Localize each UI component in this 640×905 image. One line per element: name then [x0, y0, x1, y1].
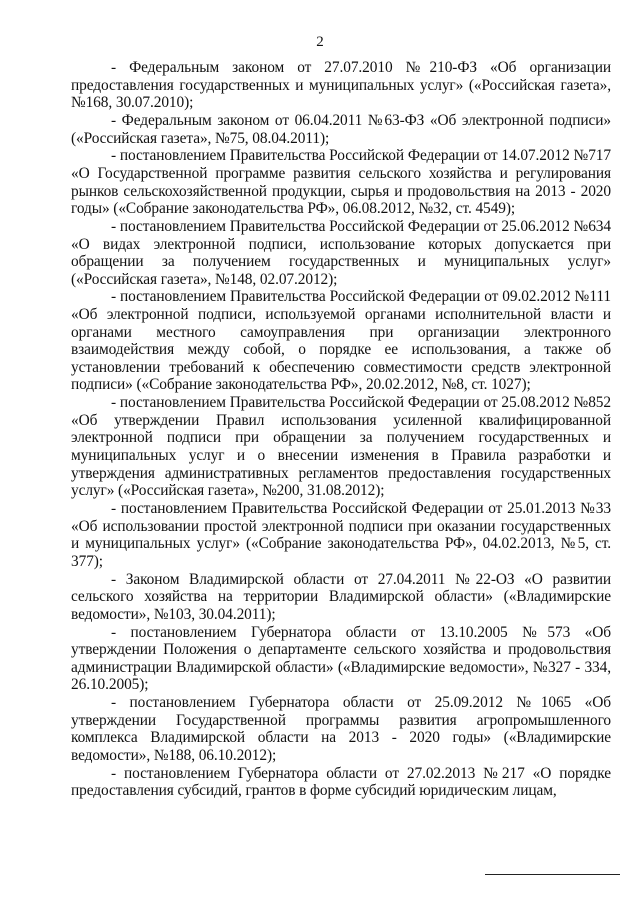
list-item: - постановлением Правительства Российской Федерации от 25.08.2012 №852 «Об утверждении Правил использования усиленной квалифицированной электронной подписи при обращении за получением государственных и муниципальных услуг и о внесении изменения в Правила разработки и утверждения административных регламентов предоставления государственных услуг» («Российская газета», №200, 31.08.2012); — [71, 394, 611, 500]
list-item: - Законом Владимирской области от 27.04.2011 №22-ОЗ «О развитии сельского хозяйства на территории Владимирской области» («Владимирские ведомости», №103, 30.04.2011); — [71, 570, 611, 623]
list-item: - постановлением Правительства Российской Федерации от 25.01.2013 №33 «Об использовании простой электронной подписи при оказании государственных и муниципальных услуг» («Собрание законодательства РФ», 04.02.2013, №5, ст. 377); — [71, 499, 611, 570]
list-item: - постановлением Губернатора области от 27.02.2013 №217 «О порядке предоставления субсидий, грантов в форме субсидий юридическим лицам, — [71, 764, 611, 800]
legal-basis-list — [71, 59, 611, 800]
list-item: - постановлением Правительства Российской Федерации от 09.02.2012 №111 «Об электронной подписи, используемой органами исполнительной власти и органами местного самоуправления при организации электронного взаимодействия между собой, о порядке ее использования, а также об установлении требований к обеспечению совместимости средств электронной подписи» («Собрание законодательства РФ», 20.02.2012, №8, ст. 1027); — [71, 288, 611, 394]
list-item: - Федеральным законом от 06.04.2011 №63-ФЗ «Об электронной подписи» («Российская газета», №75, 08.04.2011); — [71, 111, 611, 147]
list-item: - постановлением Правительства Российской Федерации от 25.06.2012 №634 «О видах электронной подписи, использование которых допускается при обращении за получением государственных и муниципальных услуг» («Российская газета», №148, 02.07.2012); — [71, 217, 611, 288]
footer-divider — [485, 874, 620, 875]
list-item: - Федеральным законом от 27.07.2010 №210-ФЗ «Об организации предоставления государственных и муниципальных услуг» («Российская газета», №168, 30.07.2010); — [71, 59, 611, 112]
list-item: - постановлением Губернатора области от 13.10.2005 №573 «Об утверждении Положения о департаменте сельского хозяйства и продовольствия администрации Владимирской области» («Владимирские ведомости», №327 - 334, 26.10.2005); — [71, 623, 611, 694]
list-item: - постановлением Губернатора области от 25.09.2012 №1065 «Об утверждении Государственной программы развития агропромышленного комплекса Владимирской области на 2013 - 2020 годы» («Владимирские ведомости», №188, 06.10.2012); — [71, 694, 611, 764]
page-number: 2 — [316, 34, 324, 50]
list-item: - постановлением Правительства Российской Федерации от 14.07.2012 №717 «О Государственной программе развития сельского хозяйства и регулирования рынков сельскохозяйственной продукции, сырья и продовольствия на 2013 - 2020 годы» («Собрание законодательства РФ», 06.08.2012, №32, ст. 4549); — [71, 147, 611, 218]
